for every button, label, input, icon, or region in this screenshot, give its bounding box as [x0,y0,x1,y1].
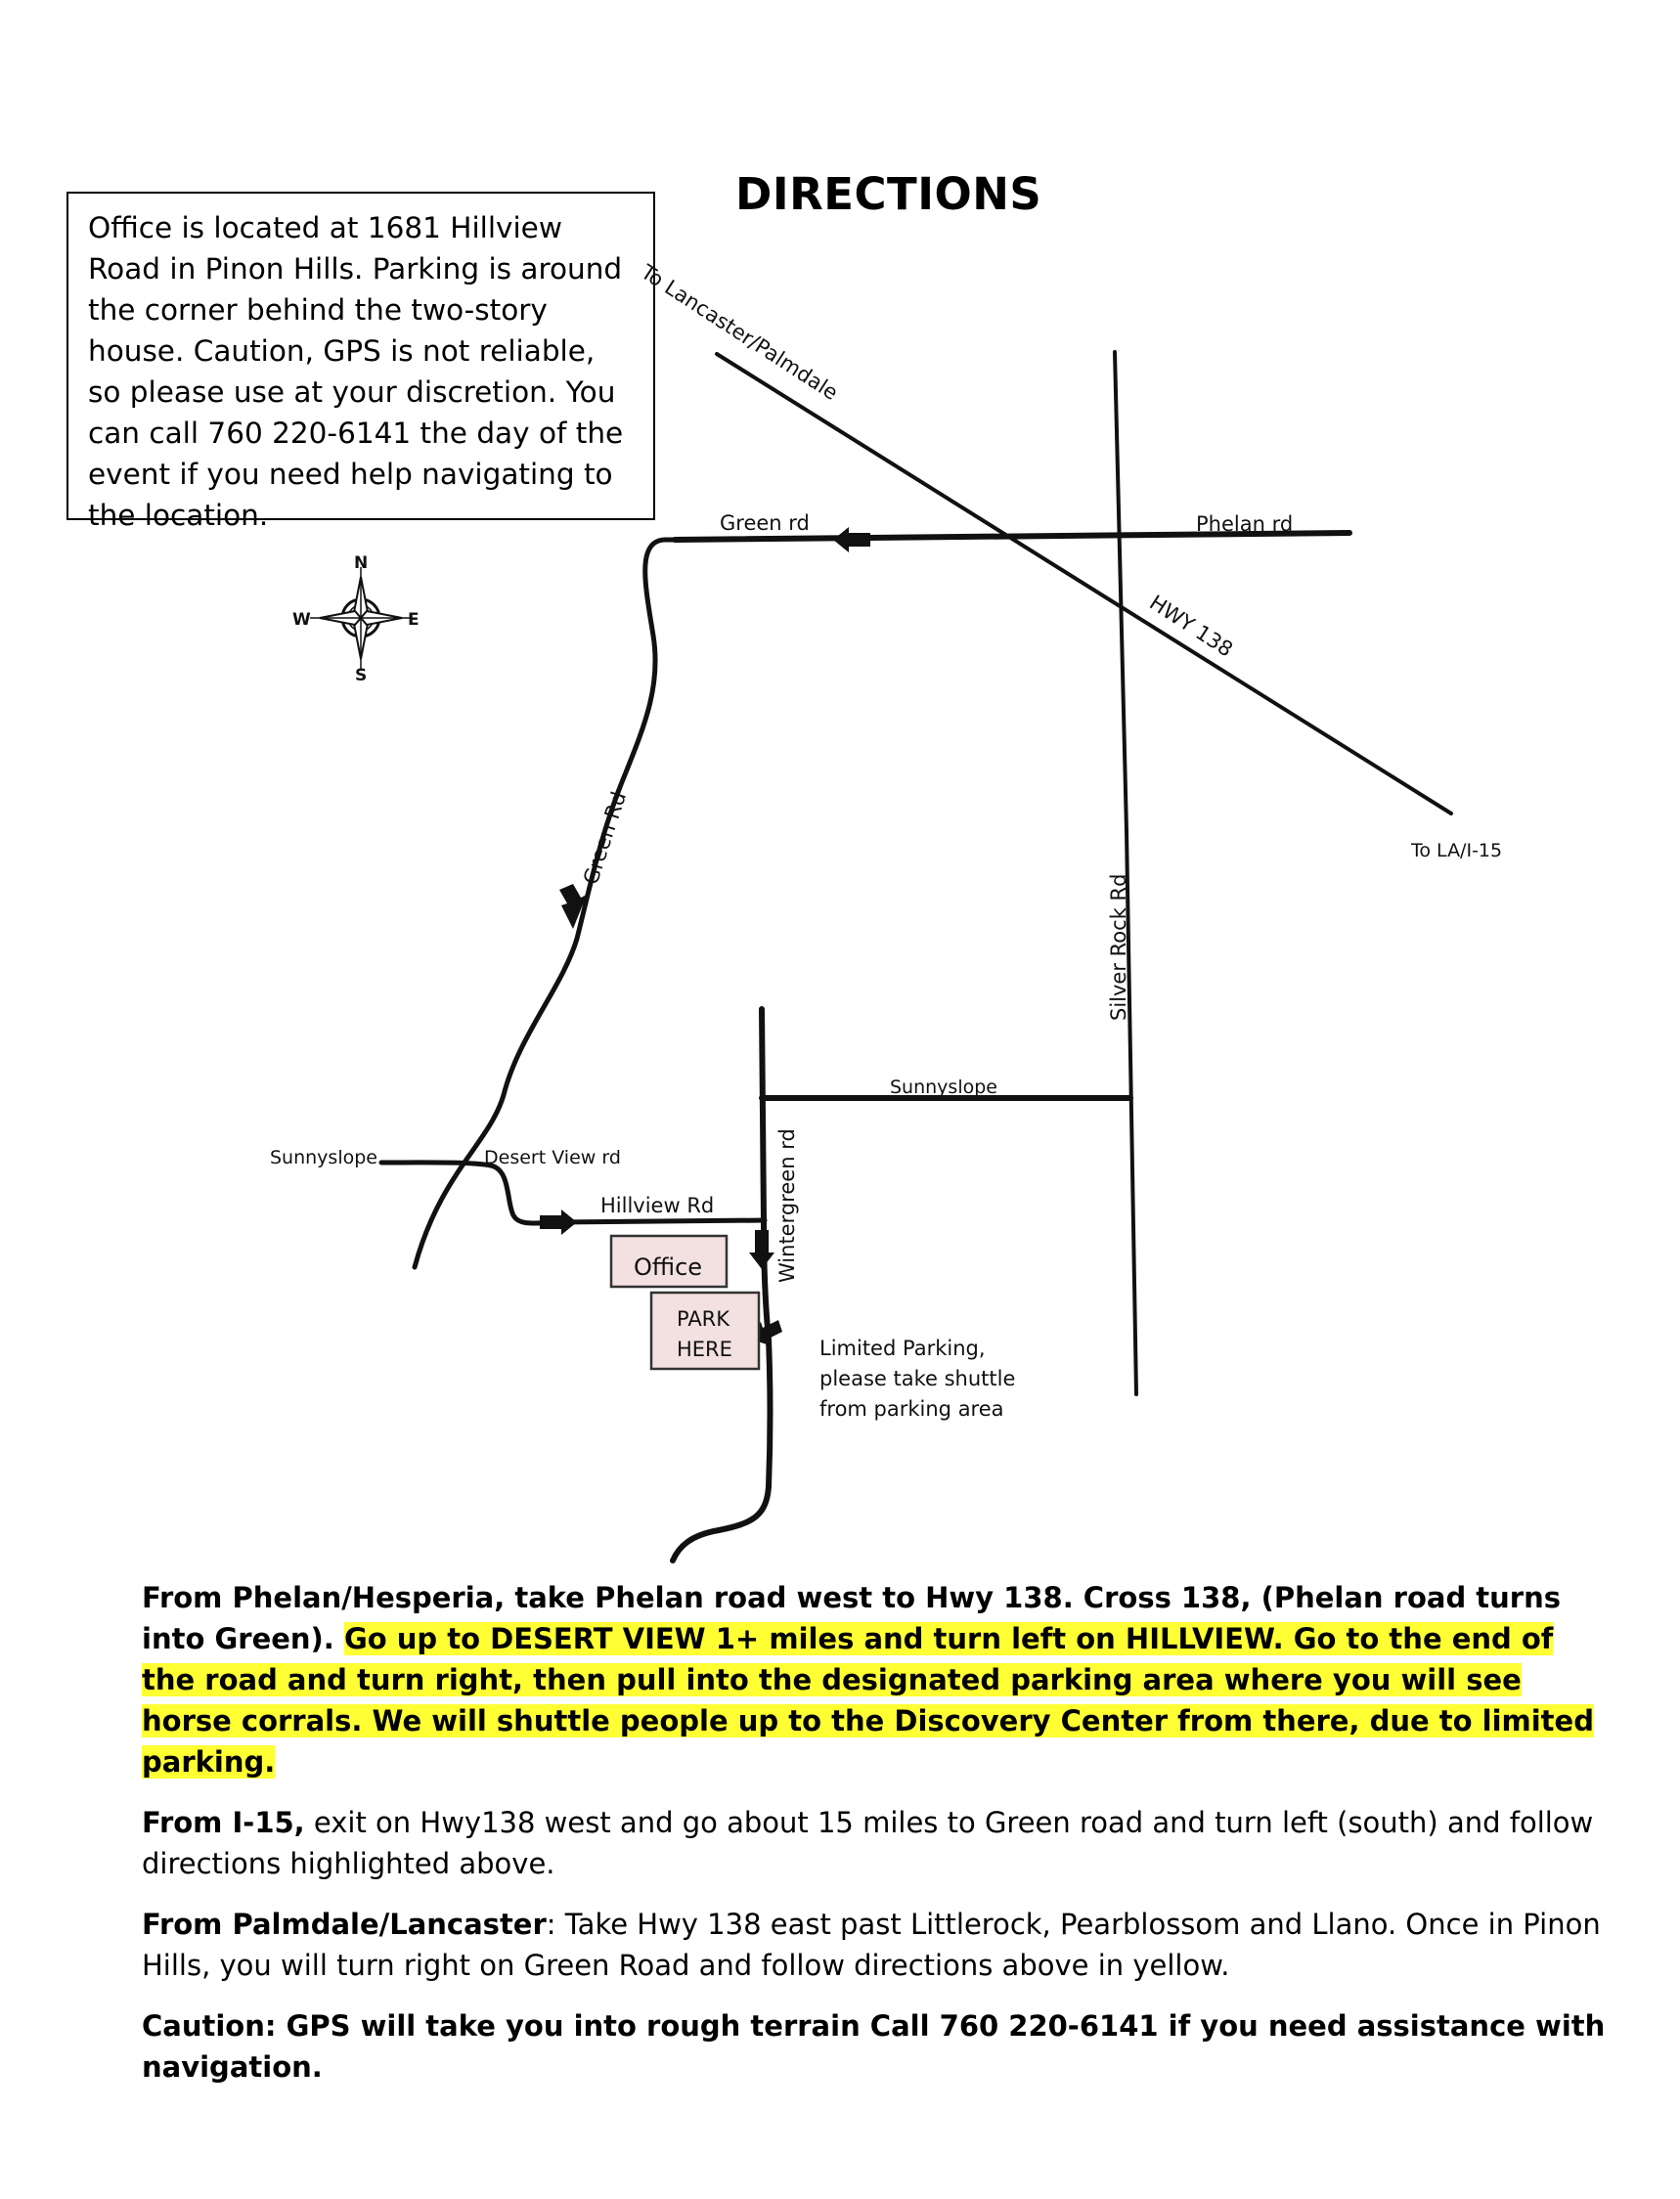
sunnyslope-right-label: Sunnyslope [890,1077,997,1098]
directions-text [142,1577,1609,2107]
directions-i15-text: exit on Hwy138 west and go about 15 miles to Green road and turn left (south) and follow directions highlighted above. [142,1806,1594,1880]
office-label: Office [634,1253,703,1281]
desert-view-label: Desert View rd [484,1147,621,1168]
sunnyslope-left-label: Sunnyslope [270,1147,377,1168]
silver-rock-road [1115,352,1136,1394]
east-arrow-icon [540,1209,577,1235]
directions-caution [142,2005,1609,2088]
directions-i15 [142,1802,1609,1884]
directions-highlighted: Go up to DESERT VIEW 1+ miles and turn left on HILLVIEW. Go to the end of the road and turn right, then pull into the designated parking area where you will see horse corrals. We will shuttle people up to the Discovery Center from there, due to limited parking. [142,1622,1594,1779]
directions-palmdale-text: : Take Hwy 138 east past Littlerock, Pearblossom and Llano. Once in Pinon Hills, you will turn right on Green Road and follow directions above in yellow. [142,1908,1601,1982]
hillview-label: Hillview Rd [600,1194,715,1217]
to-la-i15-label: To LA/I-15 [1411,840,1503,861]
down-arrow-icon [749,1230,774,1269]
green-rd-diag-label: Green Rd [578,788,632,888]
directions-palmdale-heading: From Palmdale/Lancaster [142,1908,547,1941]
directions-phelan-plain: From Phelan/Hesperia, take Phelan road west to Hwy 138. Cross 138, (Phelan road turns into Green). [142,1581,1562,1655]
limited-parking-line-1: Limited Parking, [819,1337,986,1360]
compass-east-label: E [408,610,420,630]
park-label: PARK [677,1307,730,1331]
page-title: DIRECTIONS [735,168,1042,220]
compass-rose-icon [310,567,412,669]
hwy-138-label: HWY 138 [1145,591,1237,662]
hwy-138-road [717,354,1451,814]
wintergreen-label: Wintergreen rd [775,1128,799,1283]
directions-i15-heading: From I-15, [142,1806,305,1839]
limited-parking-line-2: please take shuttle [819,1367,1016,1390]
silver-rock-label: Silver Rock Rd [1107,873,1130,1021]
compass-north-label: N [354,553,369,573]
west-arrow-icon [833,527,870,552]
directions-palmdale [142,1904,1609,1986]
phelan-rd-label: Phelan rd [1196,512,1294,536]
directions-caution-text: Caution: GPS will take you into rough terrain Call 760 220-6141 if you need assistance with navigation. [142,2009,1606,2084]
directions-phelan-hesperia [142,1577,1609,1782]
to-lancaster-label: To Lancaster/Palmdale [637,260,843,406]
green-rd-top-label: Green rd [720,511,810,535]
compass-west-label: W [292,610,311,630]
here-label: HERE [677,1338,732,1361]
compass-south-label: S [355,666,368,685]
limited-parking-line-3: from parking area [819,1397,1004,1421]
office-info-box: Office is located at 1681 Hillview Road in Pinon Hills. Parking is around the corner behind the two-story house. Caution, GPS is not reliable, so please use at your discretion. You can call 760 220-6141 the day of the event if you need help navigating to the location. [66,192,655,520]
